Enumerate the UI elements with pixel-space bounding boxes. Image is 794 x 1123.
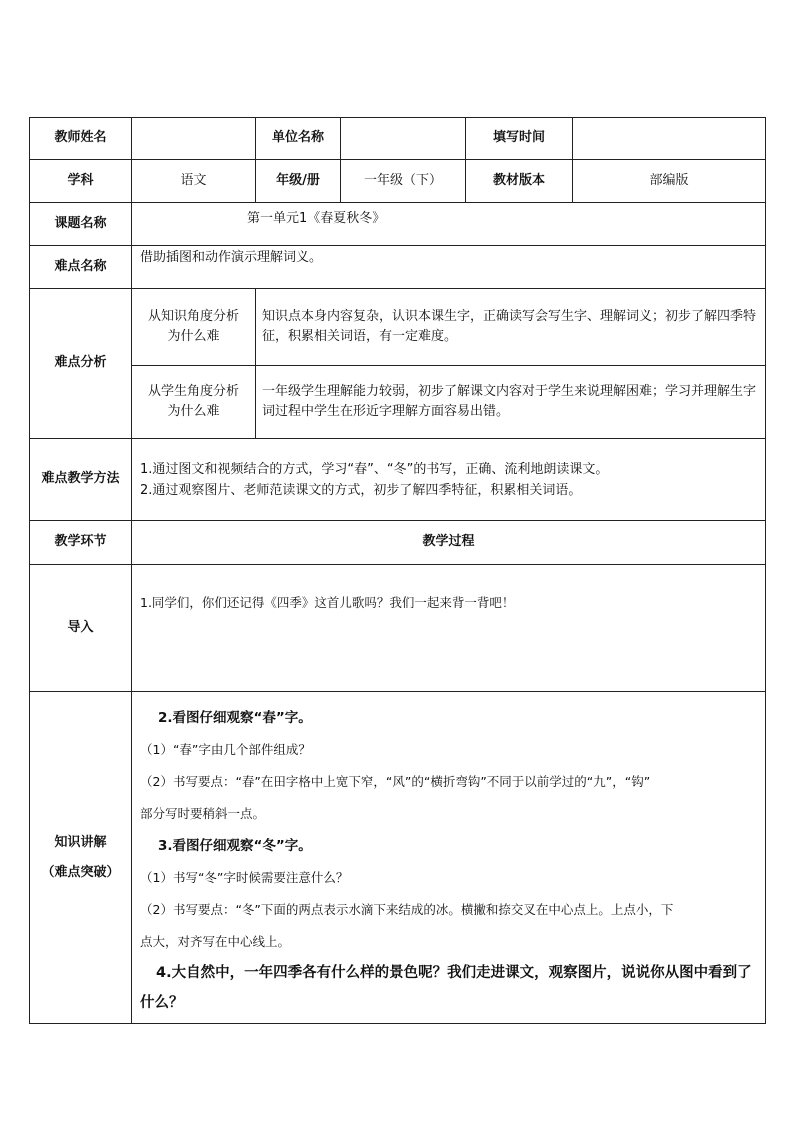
step-3-title: 3.看图仔细观察“冬”字。 <box>158 838 312 854</box>
step-3-question-2-line-1: （2）书写要点：“冬”下面的两点表示水滴下来结成的冰。横撇和捺交叉在中心点上。上点小，下 <box>140 902 674 917</box>
intro-label: 导入 <box>30 565 132 692</box>
intro-text: 1.同学们，你们还记得《四季》这首儿歌吗？我们一起来背一背吧！ <box>140 595 515 610</box>
header-row-2 <box>30 160 766 203</box>
intro-content <box>132 565 766 692</box>
intro-row <box>30 565 766 692</box>
subject-value: 语文 <box>132 160 256 203</box>
difficulty-label: 难点名称 <box>30 246 132 289</box>
method-list <box>132 439 766 521</box>
method-row <box>30 439 766 521</box>
knowledge-sublabel: （难点突破） <box>41 864 120 880</box>
analysis-label: 难点分析 <box>30 289 132 439</box>
step-2-question-1: （1）“春”字由几个部件组成？ <box>140 742 311 757</box>
method-label: 难点教学方法 <box>30 439 132 521</box>
teacher-name-label: 教师姓名 <box>30 118 132 160</box>
unit-name-label: 单位名称 <box>256 118 341 160</box>
unit-name-value <box>341 118 466 160</box>
knowledge-angle-label <box>132 289 256 366</box>
knowledge-label-cell <box>30 692 132 1024</box>
difficulty-row <box>30 246 766 289</box>
topic-text: 第一单元1《春夏秋冬》 <box>247 211 386 226</box>
knowledge-angle-label-line-2: 为什么难 <box>167 329 220 344</box>
textbook-label: 教材版本 <box>466 160 573 203</box>
step-4-line-2: 什么？ <box>140 995 184 1011</box>
step-2-title: 2.看图仔细观察“春”字。 <box>158 710 312 726</box>
difficulty-text: 借助插图和动作演示理解词义。 <box>140 250 323 265</box>
analysis-knowledge-row <box>30 289 766 366</box>
step-4-line-1: 4.大自然中，一年四季各有什么样的景色呢？我们走进课文，观察图片，说说你从图中看到了 <box>156 965 752 981</box>
student-angle-label-line-2: 为什么难 <box>167 404 220 419</box>
header-row-1 <box>30 118 766 160</box>
knowledge-angle-text: 知识点本身内容复杂，认识本课生字，正确读写会写生字、理解词义；初步了解四季特征，积累相关词语，有一定难度。 <box>256 289 766 366</box>
knowledge-content <box>132 692 766 1024</box>
stage-column-header: 教学环节 <box>30 521 132 565</box>
student-angle-text: 一年级学生理解能力较弱，初步了解课文内容对于学生来说理解困难；学习并理解生字词过程中学生在形近字理解方面容易出错。 <box>256 366 766 439</box>
analysis-student-row <box>30 366 766 439</box>
topic-row <box>30 203 766 246</box>
grade-value: 一年级（下） <box>341 160 466 203</box>
difficulty-value <box>132 246 766 289</box>
teacher-name-value <box>132 118 256 160</box>
process-column-header: 教学过程 <box>132 521 766 565</box>
subject-label: 学科 <box>30 160 132 203</box>
lesson-plan-table <box>29 117 766 1024</box>
topic-label: 课题名称 <box>30 203 132 246</box>
knowledge-row <box>30 692 766 1024</box>
step-3-question-1: （1）书写“冬”字时候需要注意什么？ <box>140 870 349 885</box>
textbook-value: 部编版 <box>573 160 766 203</box>
grade-label: 年级/册 <box>256 160 341 203</box>
step-2-question-2-line-1: （2）书写要点：“春”在田字格中上宽下窄，“风”的“横折弯钩”不同于以前学过的“九”，“钩” <box>140 774 651 789</box>
process-header-row <box>30 521 766 565</box>
fill-time-value <box>573 118 766 160</box>
student-angle-label <box>132 366 256 439</box>
method-item-1: 1.通过图文和视频结合的方式，学习“春”、“冬”的书写，正确、流利地朗读课文。 <box>140 461 609 477</box>
step-3-question-2-line-2: 点大，对齐写在中心线上。 <box>140 934 291 949</box>
knowledge-label: 知识讲解 <box>54 834 107 850</box>
topic-value <box>132 203 766 246</box>
step-2-question-2-line-2: 部分写时要稍斜一点。 <box>140 806 266 821</box>
fill-time-label: 填写时间 <box>466 118 573 160</box>
student-angle-label-line-1: 从学生角度分析 <box>147 383 239 399</box>
method-item-2: 2.通过观察图片、老师范读课文的方式，初步了解四季特征，积累相关词语。 <box>140 482 582 498</box>
knowledge-angle-label-line-1: 从知识角度分析 <box>147 308 239 324</box>
